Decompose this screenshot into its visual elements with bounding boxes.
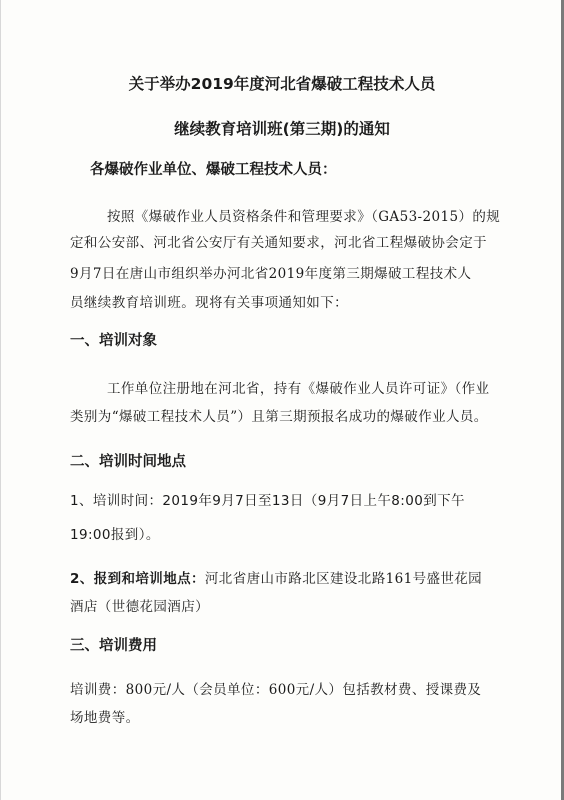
title-line-2: 继续教育培训班(第三期)的通知	[174, 120, 390, 138]
intro-line-3: 9月7日在唐山市组织举办河北省2019年度第三期爆破工程技术人	[70, 266, 472, 282]
intro-line-2: 定和公安部、河北省公安厅有关通知要求，河北省工程爆破协会定于	[70, 235, 487, 251]
section-1-line-2: 类别为“爆破工程技术人员”）且第三期预报名成功的爆破作业人员。	[70, 409, 488, 425]
section-2-heading: 二、培训时间地点	[70, 454, 186, 470]
training-place-line-2: 酒店（世德花园酒店）	[70, 599, 209, 615]
training-place-value: 河北省唐山市路北区建设北路161号盛世花园	[204, 571, 483, 587]
fee-line-1: 培训费：800元/人（会员单位：600元/人）包括教材费、授课费及	[70, 682, 482, 698]
title-line-1: 关于举办2019年度河北省爆破工程技术人员	[128, 75, 436, 93]
section-1-heading: 一、培训对象	[70, 333, 157, 349]
training-time-line-1: 1、培训时间：2019年9月7日至13日（9月7日上午8:00到下午	[70, 493, 465, 509]
intro-line-1: 按照《爆破作业人员资格条件和管理要求》（GA53-2015）的规	[107, 209, 501, 225]
training-place-label: 2、报到和培训地点：	[70, 571, 205, 587]
fee-line-2: 场地费等。	[70, 710, 140, 726]
section-3-heading: 三、培训费用	[70, 638, 157, 654]
intro-line-4: 员继续教育培训班。现将有关事项通知如下：	[70, 295, 348, 311]
section-1-line-1: 工作单位注册地在河北省，持有《爆破作业人员许可证》（作业	[107, 381, 490, 397]
training-place-line-1	[70, 569, 550, 589]
training-time-line-2: 19:00报到）。	[70, 527, 160, 543]
salutation: 各爆破作业单位、爆破工程技术人员：	[90, 162, 337, 178]
